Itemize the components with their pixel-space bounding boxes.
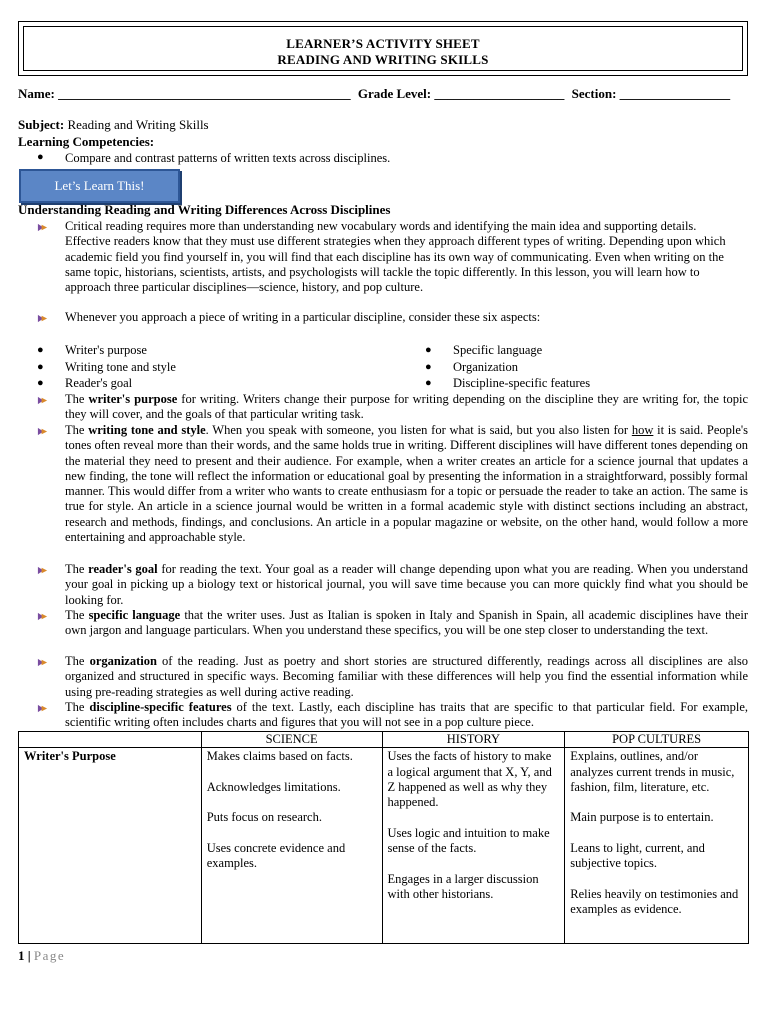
page-number: 1 bbox=[18, 948, 25, 963]
point-writers-purpose bbox=[65, 392, 748, 423]
science-cell bbox=[201, 748, 382, 944]
subject-value: Reading and Writing Skills bbox=[67, 117, 209, 132]
cell-text: Uses the facts of history to make a logical argument that X, Y, and Z happened as well as why they happened. bbox=[387, 749, 552, 810]
cell-text: Main purpose is to entertain. bbox=[570, 810, 714, 825]
bullet-icon: ● bbox=[37, 344, 44, 356]
point-prefix: The bbox=[65, 654, 90, 668]
table-header-cell: POP CULTURES bbox=[565, 732, 749, 748]
cell-text: Relies heavily on testimonies and examples as evidence. bbox=[570, 886, 739, 917]
title-inner-border bbox=[23, 26, 743, 71]
bullet-icon: ● bbox=[37, 151, 44, 163]
aspect-item: Discipline-specific features bbox=[453, 376, 591, 390]
table-header-row bbox=[19, 732, 749, 748]
grade-level-label: Grade Level: bbox=[357, 86, 432, 101]
sheet-subtitle: READING AND WRITING SKILLS bbox=[277, 52, 489, 67]
point-specific-language bbox=[65, 608, 748, 639]
arrow-bullet-icon bbox=[37, 395, 48, 406]
point-term: organization bbox=[89, 654, 157, 668]
history-cell bbox=[382, 748, 565, 944]
point-body: of the reading. Just as poetry and short stories are structured differently, readings across all disciplines are also organized and structured in specific ways. Becoming familiar with these differences will help you find the essential information while using pre-reading strategies as well during active reading. bbox=[65, 654, 748, 699]
intro-paragraph: Critical reading requires more than understanding new vocabulary words and identifying the main idea and supporting details. Effective readers know that they must use different strategies when they approach different types of writing. Depending upon which academic field you find yourself in, you will find that each discipline has its own way of communicating. Even when writing on the same topic, historians, scientists, artists, and psychologists will tackle the topic differently. In this lesson, you will learn how to approach three particular disciplines—science, history, and pop culture. bbox=[65, 219, 726, 295]
bullet-icon: ● bbox=[425, 344, 432, 356]
grade-level-field[interactable]: ____________________ bbox=[434, 86, 565, 101]
underlined-word: how bbox=[631, 423, 654, 437]
discipline-comparison-table bbox=[18, 731, 749, 944]
point-body: for reading the text. Your goal as a reader will change depending upon what you are reading. When you understand your goal in picking up a biology text or historical journal, you will save time because you can more quickly find what you should be looking for. bbox=[65, 562, 748, 607]
aspect-item: Organization bbox=[453, 360, 519, 374]
cell-text: Explains, outlines, and/or analyzes current trends in music, fashion, film, literature, etc. bbox=[570, 749, 735, 794]
point-body: that the writer uses. Just as Italian is spoken in Italy and Spanish in Spain, all academic disciplines have their own jargon and language particulars. When you understand these specifics, you will be one step closer to understanding the text. bbox=[65, 608, 748, 638]
point-prefix: The bbox=[65, 392, 89, 406]
arrow-bullet-icon bbox=[37, 222, 48, 233]
bullet-icon: ● bbox=[425, 377, 432, 389]
arrow-bullet-icon bbox=[37, 565, 48, 576]
point-term: writer's purpose bbox=[88, 392, 178, 406]
point-prefix: The bbox=[65, 608, 89, 622]
aspects-intro: Whenever you approach a piece of writing in a particular discipline, consider these six aspects: bbox=[65, 310, 541, 324]
arrow-bullet-icon bbox=[37, 313, 48, 324]
point-term: writing tone and style bbox=[88, 423, 206, 437]
table-header-cell: SCIENCE bbox=[201, 732, 382, 748]
aspect-item: Specific language bbox=[453, 343, 543, 357]
cell-text: Leans to light, current, and subjective topics. bbox=[570, 841, 705, 871]
bullet-icon: ● bbox=[37, 377, 44, 389]
point-writing-tone-style bbox=[65, 423, 748, 545]
section-label: Section: bbox=[571, 86, 617, 101]
point-body: for writing. Writers change their purpose for writing depending on the discipline they are writing for, the topic they will cover, and the goals of that particular writing task. bbox=[65, 392, 748, 422]
subject-label: Subject: bbox=[18, 117, 65, 132]
cell-text: Engages in a larger discussion with other historians. bbox=[387, 871, 539, 901]
arrow-bullet-icon bbox=[37, 657, 48, 668]
arrow-bullet-icon bbox=[37, 426, 48, 437]
cell-text: Uses logic and intuition to make sense of the facts. bbox=[387, 825, 550, 856]
section-field[interactable]: _________________ bbox=[619, 86, 731, 101]
pop-cultures-cell bbox=[565, 748, 749, 944]
section-title: Understanding Reading and Writing Differences Across Disciplines bbox=[18, 202, 391, 217]
cell-text: Puts focus on research. bbox=[206, 810, 322, 825]
table-header-cell: HISTORY bbox=[382, 732, 565, 748]
point-prefix: The bbox=[65, 562, 89, 576]
name-field[interactable]: _____________________________________________ bbox=[58, 86, 351, 101]
aspect-item: Writer's purpose bbox=[65, 343, 147, 357]
aspect-item: Reader's goal bbox=[65, 376, 133, 390]
point-body: of the text. Lastly, each discipline has traits that are specific to that particular field. For example, scientific writing often includes charts and figures that you will not see in a pop culture piece. bbox=[65, 700, 749, 730]
table-row bbox=[19, 748, 749, 944]
row-label: Writer's Purpose bbox=[19, 748, 202, 944]
page-word: Page bbox=[33, 948, 66, 963]
competency-item: Compare and contrast patterns of written texts across disciplines. bbox=[65, 151, 391, 165]
point-prefix: The bbox=[65, 423, 89, 437]
point-term: discipline-specific features bbox=[89, 700, 232, 714]
page-separator: | bbox=[24, 948, 34, 963]
title-box bbox=[18, 21, 748, 76]
page-footer bbox=[18, 948, 65, 964]
point-body: . When you speak with someone, you listen for what is said, but you also listen for bbox=[205, 423, 632, 437]
student-info-row bbox=[18, 86, 730, 102]
name-label: Name: bbox=[18, 86, 55, 101]
point-prefix: The bbox=[65, 700, 90, 714]
competencies-label: Learning Competencies: bbox=[18, 134, 155, 149]
point-term: reader's goal bbox=[88, 562, 158, 576]
point-readers-goal bbox=[65, 562, 748, 608]
subject-line bbox=[18, 117, 209, 133]
bullet-icon: ● bbox=[37, 361, 44, 373]
arrow-bullet-icon bbox=[37, 703, 48, 714]
cell-text: Makes claims based on facts. bbox=[206, 749, 353, 764]
point-body: it is said. People's tones often reveal more than their words, and the same holds true in writing. Different disciplines will have different tones depending on the material they need to present and their audience. For example, when a writer creates an article for a science journal that updates a new finding, the tone will reflect the information or educational goal by presenting the information in a straightforward, possibly formal manner. This would differ from a writer who wants to create enthusiasm for a topic or persuade the reader to take an action. The same is true for style. An article in a science journal would be written in a formal academic style with distinct sections including an abstract, research and methods, findings, and conclusions. An article in a popular magazine or website, on the other hand, would follow a more entertaining and approachable style. bbox=[65, 423, 749, 545]
lets-learn-button[interactable]: Let’s Learn This! bbox=[19, 169, 180, 203]
aspect-item: Writing tone and style bbox=[65, 360, 176, 374]
point-term: specific language bbox=[88, 608, 181, 622]
cell-text: Acknowledges limitations. bbox=[206, 779, 341, 794]
arrow-bullet-icon bbox=[37, 611, 48, 622]
sheet-title: LEARNER’S ACTIVITY SHEET bbox=[286, 36, 480, 51]
point-discipline-features bbox=[65, 700, 748, 731]
cell-text: Uses concrete evidence and examples. bbox=[206, 841, 346, 871]
table-header-cell bbox=[19, 732, 202, 748]
point-organization bbox=[65, 654, 748, 700]
bullet-icon: ● bbox=[425, 361, 432, 373]
